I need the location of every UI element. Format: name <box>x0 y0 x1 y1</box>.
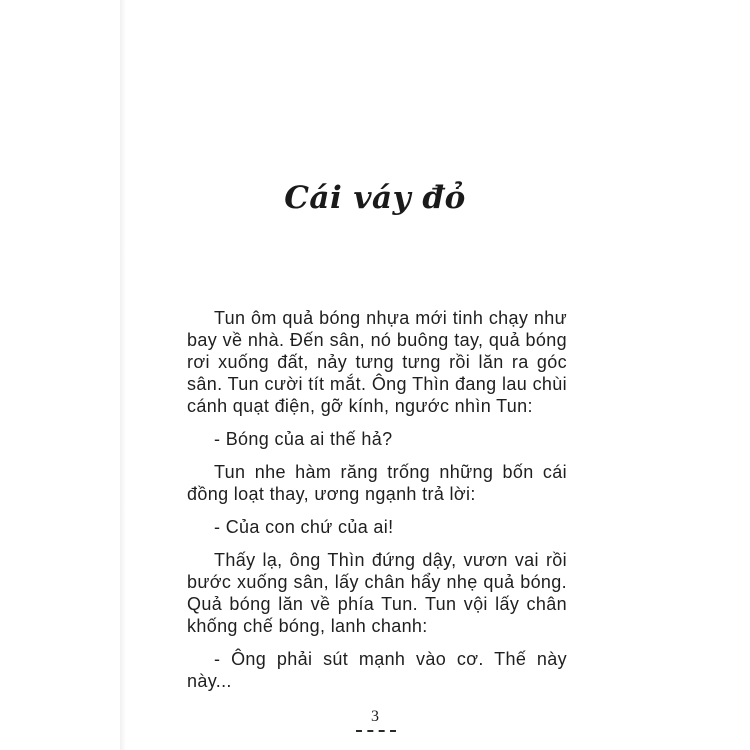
paragraph: Tun ôm quả bóng nhựa mới tinh chạy như bay về nhà. Đến sân, nó buông tay, quả bóng rơi xuống đất, nảy tưng tưng rồi lăn ra góc sân. Tun cười tít mắt. Ông Thìn đang lau chùi cánh quạt điện, gỡ kính, ngước nhìn Tun: <box>187 308 567 416</box>
chapter-body <box>187 307 567 692</box>
paragraph: - Của con chứ của ai! <box>214 517 394 537</box>
page-number: 3 <box>371 708 379 725</box>
paragraph: Tun nhe hàm răng trống những bốn cái đồng loạt thay, ương ngạnh trả lời: <box>187 462 567 504</box>
paragraph: - Bóng của ai thế hả? <box>214 429 393 449</box>
page-number-ornament <box>356 730 396 735</box>
paragraph: - Ông phải sút mạnh vào cơ. Thế này này... <box>187 649 567 691</box>
page-edge-shadow <box>120 0 126 750</box>
paragraph: Thấy lạ, ông Thìn đứng dậy, vươn vai rồi bước xuống sân, lấy chân hẩy nhẹ quả bóng. Quả bóng lăn về phía Tun. Tun vội lấy chân khống chế bóng, lanh chanh: <box>187 550 567 636</box>
chapter-title: Cái váy đỏ <box>284 180 466 216</box>
